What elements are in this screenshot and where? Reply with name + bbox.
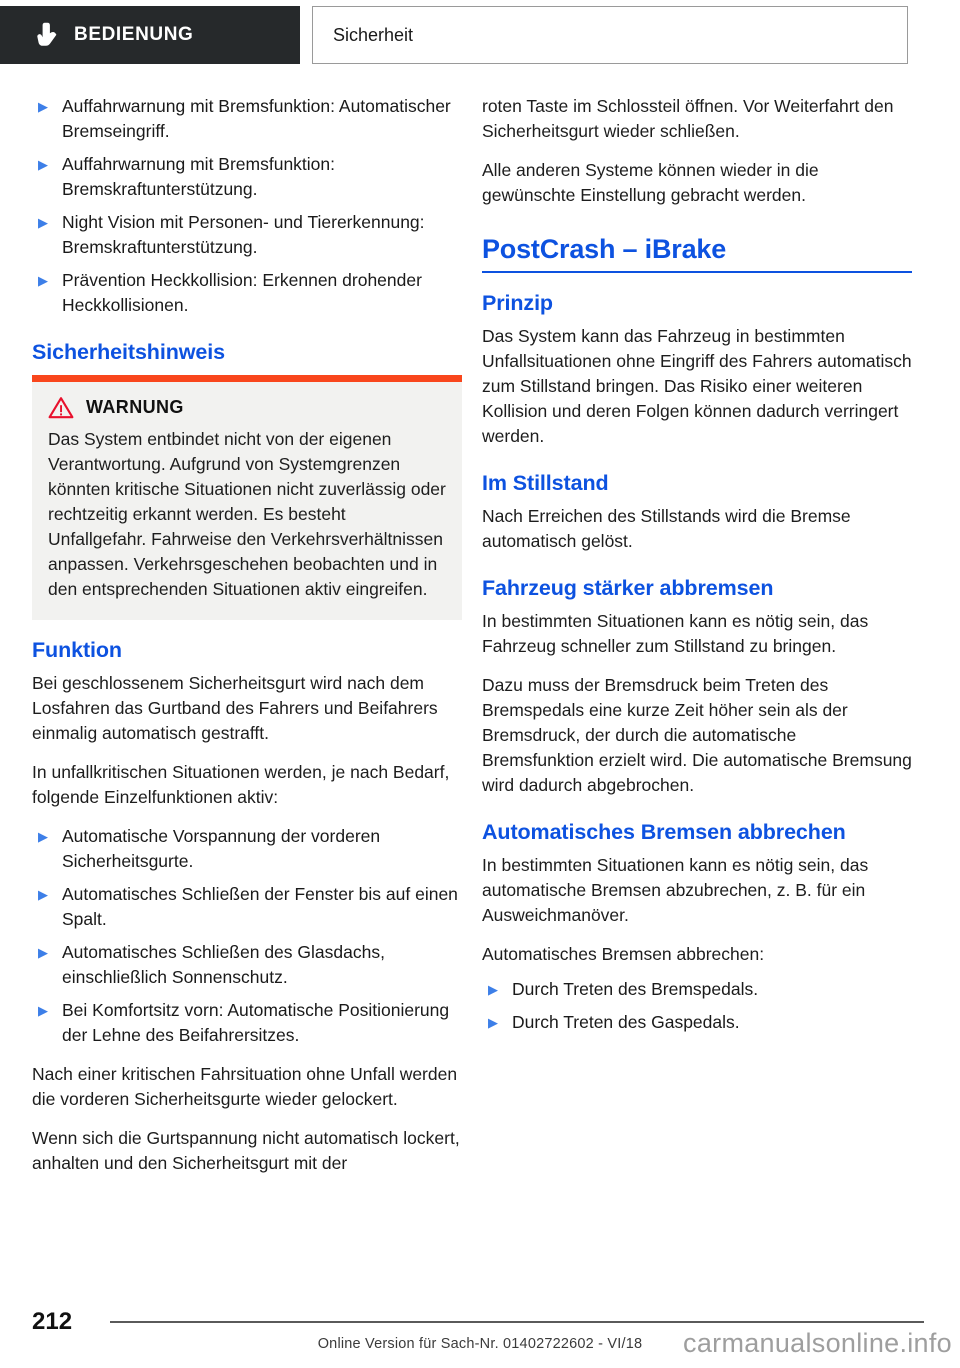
prinzip-paragraph: Das System kann das Fahrzeug in bestimmten Unfallsituationen ohne Eingriff des Fahrers automatisch zum Stillstand bringen. Das Risiko einer weiteren Kollision und deren Folgen können dadurch verringert werden. xyxy=(482,326,912,446)
triangle-bullet-icon: ▶ xyxy=(38,829,48,844)
list-item-text: Night Vision mit Personen- und Tiererkennung: Bremskraftunterstützung. xyxy=(62,212,425,257)
continuation-paragraph-2: Alle anderen Systeme können wieder in die gewünschte Einstellung gebracht werden. xyxy=(482,160,819,205)
page-header xyxy=(0,6,960,64)
triangle-bullet-icon: ▶ xyxy=(38,945,48,960)
list-item-text: Automatisches Schließen der Fenster bis auf einen Spalt. xyxy=(62,884,458,929)
list-item xyxy=(32,824,462,874)
section-heading-prinzip: Prinzip xyxy=(482,291,553,315)
section-heading-im-stillstand: Im Stillstand xyxy=(482,471,609,495)
stillstand-paragraph: Nach Erreichen des Stillstands wird die Bremse automatisch gelöst. xyxy=(482,506,851,551)
list-item xyxy=(32,210,462,260)
footer-divider xyxy=(110,1321,924,1323)
tab-label: Sicherheit xyxy=(333,24,414,45)
right-column xyxy=(482,94,912,1190)
warning-box-body xyxy=(32,382,462,620)
chapter-label: BEDIENUNG xyxy=(74,24,194,45)
left-column xyxy=(32,94,462,1190)
staerker-paragraph-2: Dazu muss der Bremsdruck beim Treten des Bremspedals eine kurze Zeit höher sein als der Bremsdruck, der durch die automatische Bremsfunktion erzielt wird. Die automatische Bremsung wird dadurch abgebrochen. xyxy=(482,675,912,795)
page-footer xyxy=(0,1290,960,1368)
pointing-hand-icon xyxy=(36,22,58,48)
footer-online-version-note: Online Version für Sach-Nr. 01402722602 - VI/18 xyxy=(317,1336,643,1352)
abbrechen-bullet-list xyxy=(482,977,912,1035)
section-heading-staerker-abbremsen: Fahrzeug stärker abbremsen xyxy=(482,576,774,600)
abbrechen-paragraph-2: Automatisches Bremsen abbrechen: xyxy=(482,944,765,964)
list-item xyxy=(32,268,462,318)
triangle-bullet-icon: ▶ xyxy=(488,982,498,997)
list-item xyxy=(32,998,462,1048)
funktion-paragraph-3: Nach einer kritischen Fahrsituation ohne Unfall werden die vorderen Sicherheitsgurte wieder gelockert. xyxy=(32,1064,458,1109)
warning-box xyxy=(32,375,462,620)
title-underline xyxy=(482,271,912,273)
warning-accent-bar xyxy=(32,375,462,382)
top-bullet-list xyxy=(32,94,462,318)
funktion-paragraph-2: In unfallkritischen Situationen werden, je nach Bedarf, folgende Einzelfunktionen aktiv: xyxy=(32,762,450,807)
funktion-paragraph-4: Wenn sich die Gurtspannung nicht automatisch lockert, anhalten und den Sicherheitsgurt mit der xyxy=(32,1128,460,1173)
triangle-bullet-icon: ▶ xyxy=(38,1003,48,1018)
header-tab-area xyxy=(300,6,960,64)
list-item-text: Durch Treten des Gaspedals. xyxy=(512,1012,740,1032)
triangle-bullet-icon: ▶ xyxy=(38,273,48,288)
tab-sicherheit[interactable] xyxy=(312,6,908,64)
list-item xyxy=(482,1010,912,1035)
warning-title: WARNUNG xyxy=(86,397,184,417)
list-item xyxy=(32,940,462,990)
triangle-bullet-icon: ▶ xyxy=(488,1015,498,1030)
list-item-text: Auffahrwarnung mit Bremsfunktion: Automatischer Bremseingriff. xyxy=(62,96,451,141)
section-heading-bremsen-abbrechen: Automatisches Bremsen abbrechen xyxy=(482,820,846,844)
triangle-bullet-icon: ▶ xyxy=(38,887,48,902)
page-content xyxy=(0,64,960,1190)
list-item-text: Prävention Heckkollision: Erkennen drohender Heckkollisionen. xyxy=(62,270,422,315)
warning-triangle-icon xyxy=(48,396,74,419)
continuation-paragraph-1: roten Taste im Schlossteil öffnen. Vor Weiterfahrt den Sicherheitsgurt wieder schließen. xyxy=(482,96,894,141)
staerker-paragraph-1: In bestimmten Situationen kann es nötig sein, das Fahrzeug schneller zum Stillstand zu bringen. xyxy=(482,611,869,656)
list-item-text: Bei Komfortsitz vorn: Automatische Positionierung der Lehne des Beifahrersitzes. xyxy=(62,1000,450,1045)
funktion-bullet-list xyxy=(32,824,462,1048)
funktion-paragraph-1: Bei geschlossenem Sicherheitsgurt wird nach dem Losfahren das Gurtband des Fahrers und Beifahrers einmalig automatisch gestrafft. xyxy=(32,673,438,743)
chapter-banner xyxy=(0,6,300,64)
warning-text: Das System entbindet nicht von der eigenen Verantwortung. Aufgrund von Systemgrenzen könnten kritische Situationen nicht zuverlässig oder rechtzeitig erkannt werden. Es besteht Unfallgefahr. Fahrweise den Verkehrsverhältnissen anpassen. Verkehrsgeschehen beobachten und in den entsprechenden Situationen aktiv eingreifen. xyxy=(48,429,446,599)
warning-header xyxy=(48,396,446,419)
triangle-bullet-icon: ▶ xyxy=(38,215,48,230)
list-item-text: Auffahrwarnung mit Bremsfunktion: Bremskraftunterstützung. xyxy=(62,154,336,199)
watermark-text: carmanualsonline.info xyxy=(683,1328,952,1358)
list-item-text: Durch Treten des Bremspedals. xyxy=(512,979,759,999)
list-item-text: Automatisches Schließen des Glasdachs, einschließlich Sonnenschutz. xyxy=(62,942,385,987)
list-item xyxy=(32,882,462,932)
list-item-text: Automatische Vorspannung der vorderen Sicherheitsgurte. xyxy=(62,826,381,871)
list-item xyxy=(32,152,462,202)
page-number: 212 xyxy=(32,1308,73,1335)
section-heading-funktion: Funktion xyxy=(32,638,122,662)
page-title-postcrash: PostCrash – iBrake xyxy=(482,234,727,264)
abbrechen-paragraph-1: In bestimmten Situationen kann es nötig sein, das automatische Bremsen abzubrechen, z. B. für ein Ausweichmanöver. xyxy=(482,855,869,925)
list-item xyxy=(482,977,912,1002)
section-heading-sicherheitshinweis: Sicherheitshinweis xyxy=(32,340,225,364)
list-item xyxy=(32,94,462,144)
triangle-bullet-icon: ▶ xyxy=(38,99,48,114)
triangle-bullet-icon: ▶ xyxy=(38,157,48,172)
